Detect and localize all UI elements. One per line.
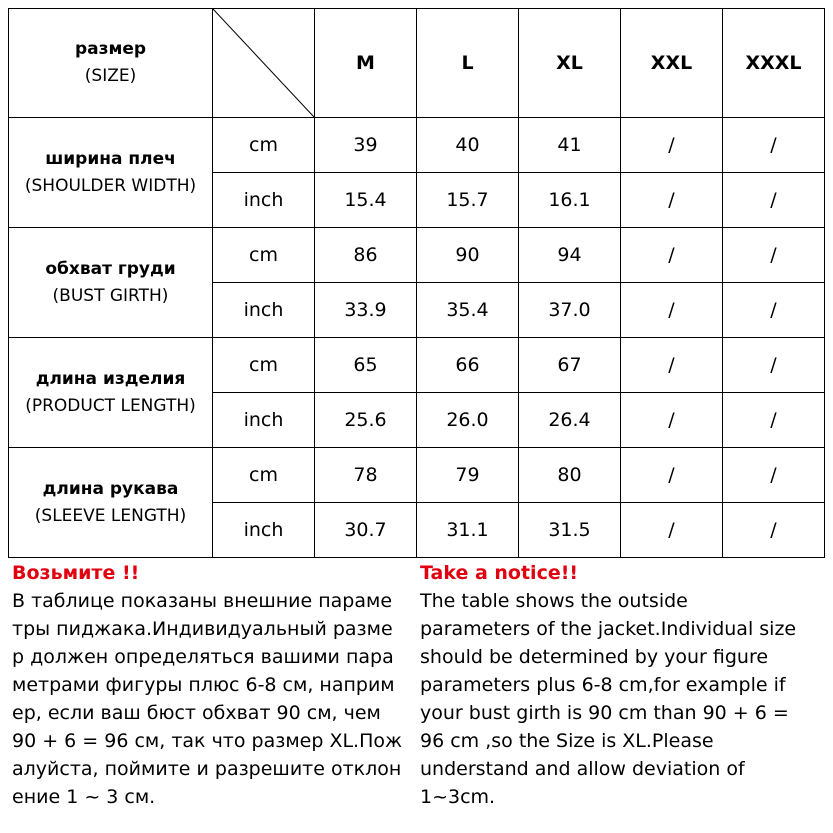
value-cell: 15.4 [315, 173, 417, 228]
value-cell: 90 [417, 228, 519, 283]
value-cell: 15.7 [417, 173, 519, 228]
value-cell: / [621, 448, 723, 503]
value-cell: / [723, 338, 825, 393]
measurement-label-ru: длина изделия [35, 368, 186, 389]
notice-ru-body: В таблице показаны внешние параме тры пиджака.Индивидуальный разме р должен определяться вашими пара метрами фигуры плюс 6-8 см, наприм ер, если ваш бюст обхват 90 см, чем 90 + 6 = 96 см, так что размер XL.Пож алуйста, поймите и разрешите отклон ение 1 ~ 3 см. [12, 590, 403, 808]
table-row [9, 228, 825, 283]
value-cell: / [723, 448, 825, 503]
value-cell: 35.4 [417, 283, 519, 338]
value-cell: 67 [519, 338, 621, 393]
value-cell: / [621, 228, 723, 283]
unit-cell: cm [213, 448, 315, 503]
value-cell: 31.5 [519, 503, 621, 558]
value-cell: / [621, 173, 723, 228]
size-col-xxl: XXL [621, 9, 723, 118]
value-cell: 41 [519, 118, 621, 173]
value-cell: 66 [417, 338, 519, 393]
size-header-ru: размер [74, 39, 147, 59]
table-header-row [9, 9, 825, 118]
diagonal-corner-cell [213, 9, 315, 118]
value-cell: / [723, 118, 825, 173]
value-cell: / [621, 118, 723, 173]
value-cell: 86 [315, 228, 417, 283]
value-cell: 16.1 [519, 173, 621, 228]
size-chart-table [8, 8, 825, 558]
unit-cell: cm [213, 118, 315, 173]
table-row [9, 338, 825, 393]
value-cell: / [723, 228, 825, 283]
value-cell: / [723, 173, 825, 228]
measurement-label-ru: длина рукава [42, 478, 179, 499]
notice-english [420, 559, 820, 811]
value-cell: / [621, 338, 723, 393]
unit-cell: inch [213, 173, 315, 228]
value-cell: 65 [315, 338, 417, 393]
unit-cell: inch [213, 393, 315, 448]
size-header-en: (SIZE) [84, 66, 137, 86]
value-cell: 94 [519, 228, 621, 283]
notice-en-body: The table shows the outside parameters of the jacket.Individual size should be determined by your figure parameters plus 6-8 cm,for example if your bust girth is 90 cm than 90 + 6 = 96 cm ,so the Size is XL.Please understand and allow deviation of 1~3cm. [420, 590, 797, 808]
value-cell: / [621, 503, 723, 558]
table-row [9, 448, 825, 503]
value-cell: 79 [417, 448, 519, 503]
size-col-m: M [315, 9, 417, 118]
measurement-label-en: (SLEEVE LENGTH) [34, 505, 187, 526]
value-cell: 33.9 [315, 283, 417, 338]
measurement-label-cell [9, 338, 213, 448]
notice-en-title: Take a notice!! [420, 562, 579, 584]
size-col-xxxl: XXXL [723, 9, 825, 118]
unit-cell: cm [213, 228, 315, 283]
value-cell: 26.0 [417, 393, 519, 448]
measurement-label-en: (BUST GIRTH) [52, 285, 169, 306]
unit-cell: inch [213, 283, 315, 338]
unit-cell: cm [213, 338, 315, 393]
table-row [9, 118, 825, 173]
value-cell: / [723, 503, 825, 558]
measurement-label-cell [9, 118, 213, 228]
value-cell: / [621, 283, 723, 338]
notice-russian [12, 559, 412, 811]
value-cell: 31.1 [417, 503, 519, 558]
value-cell: 40 [417, 118, 519, 173]
value-cell: 78 [315, 448, 417, 503]
value-cell: / [621, 393, 723, 448]
value-cell: 80 [519, 448, 621, 503]
measurement-label-cell [9, 228, 213, 338]
measurement-label-ru: ширина плеч [45, 148, 176, 169]
measurement-label-en: (SHOULDER WIDTH) [24, 175, 197, 196]
notice-ru-title: Возьмите !! [12, 562, 140, 584]
unit-cell: inch [213, 503, 315, 558]
size-col-xl: XL [519, 9, 621, 118]
value-cell: 37.0 [519, 283, 621, 338]
value-cell: 25.6 [315, 393, 417, 448]
value-cell: / [723, 283, 825, 338]
value-cell: 26.4 [519, 393, 621, 448]
measurement-label-ru: обхват груди [45, 258, 176, 279]
value-cell: 30.7 [315, 503, 417, 558]
measurement-label-en: (PRODUCT LENGTH) [25, 395, 196, 416]
size-col-l: L [417, 9, 519, 118]
measurement-label-cell [9, 448, 213, 558]
diagonal-line [213, 9, 314, 117]
size-header-cell [9, 9, 213, 118]
value-cell: / [723, 393, 825, 448]
value-cell: 39 [315, 118, 417, 173]
